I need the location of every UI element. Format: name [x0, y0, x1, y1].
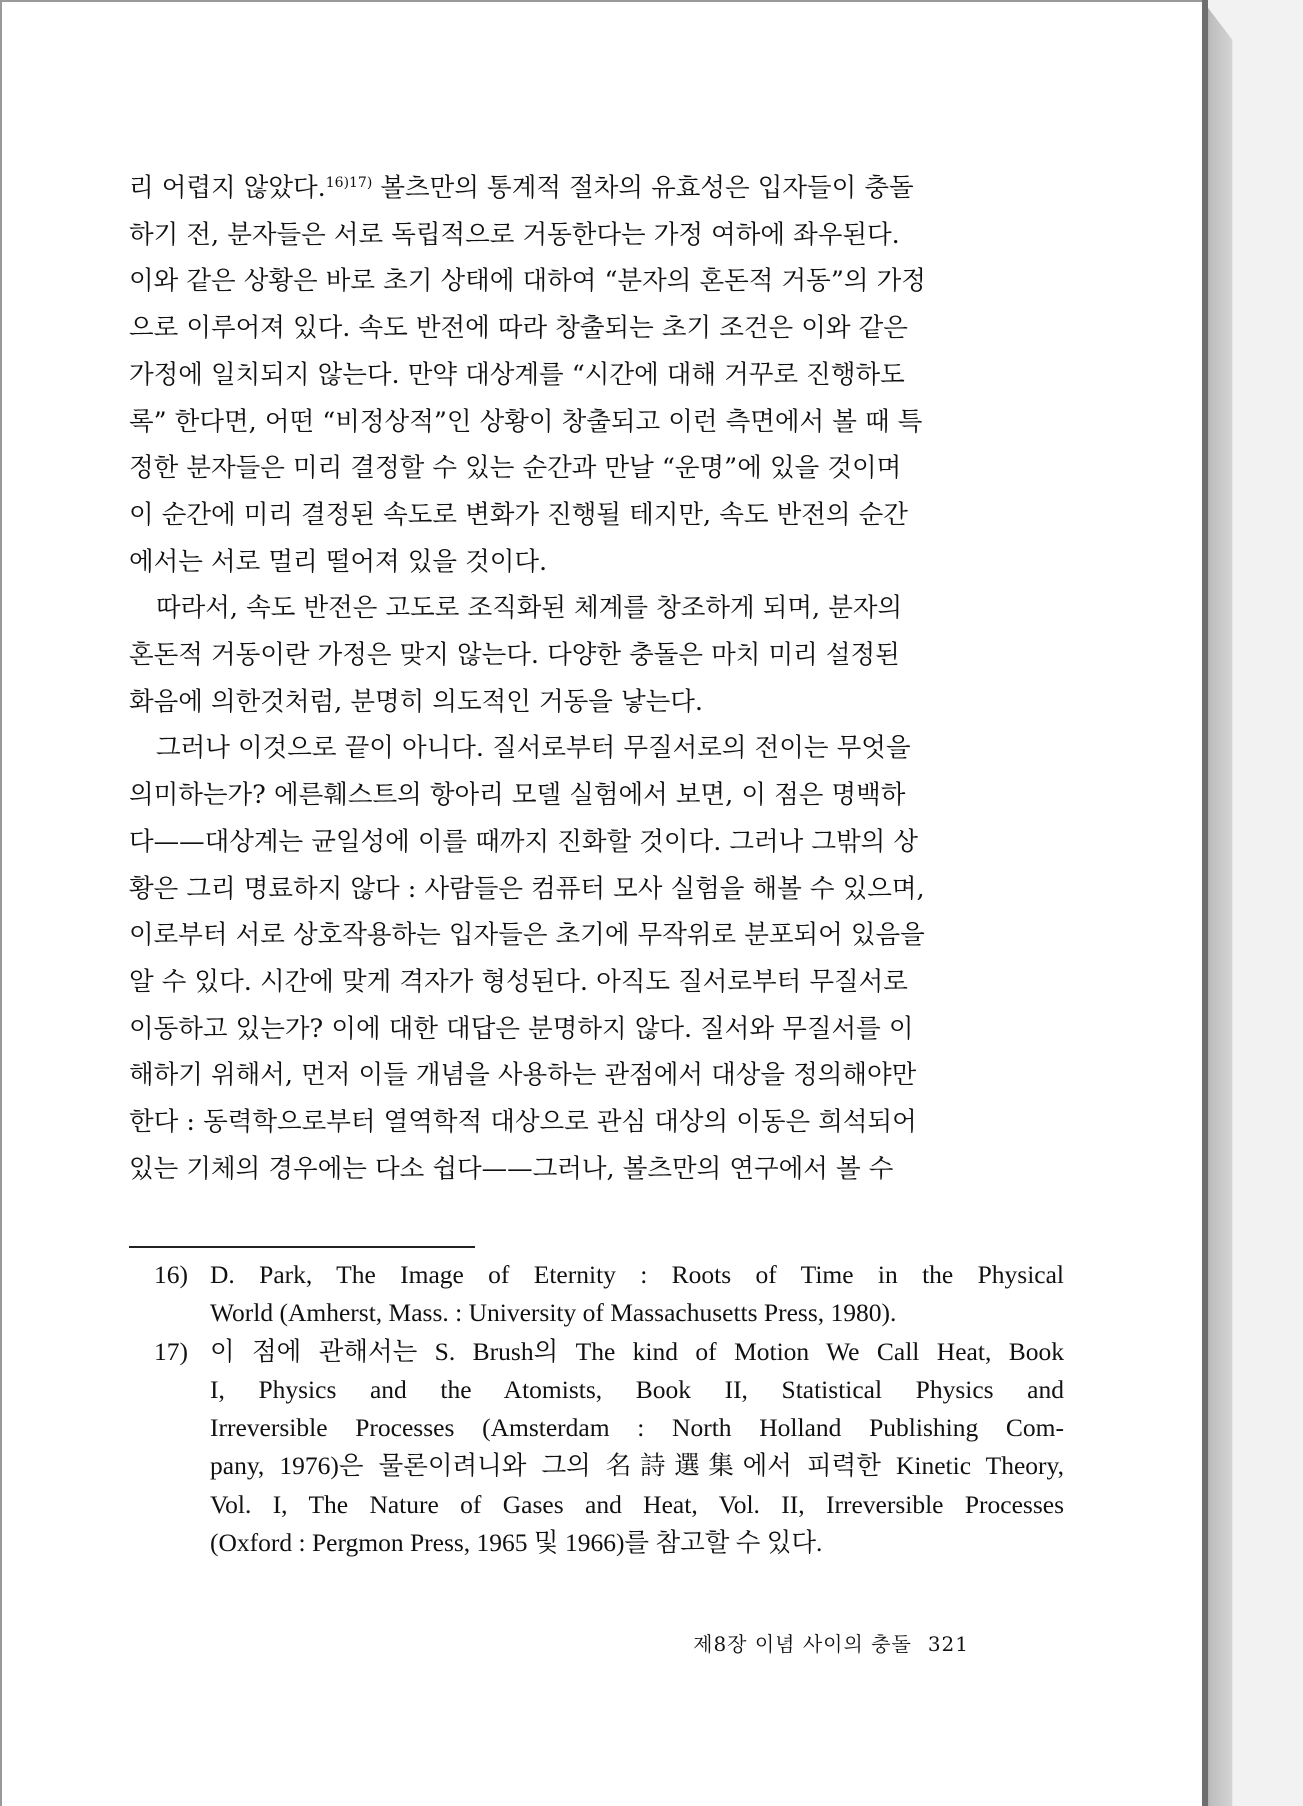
text-line: 에서는 서로 멀리 떨어져 있을 것이다.: [129, 546, 548, 577]
text-line: 혼돈적 거동이란 가정은 맞지 않는다. 다양한 충돌은 마치 미리 설정된: [129, 640, 900, 671]
text-line: 이 순간에 미리 결정된 속도로 변화가 진행될 테지만, 속도 반전의 순간: [129, 499, 908, 530]
footnote-divider: [129, 1246, 475, 1248]
footnote-line: pany, 1976)은 물론이려니와 그의 名詩選集에서 피력한 Kinetic Theory,: [210, 1451, 1064, 1481]
page-number: 321: [927, 1632, 969, 1656]
footnotes: [154, 1256, 1064, 1562]
chapter-title: 제8장 이념 사이의 충돌: [693, 1632, 912, 1656]
page-edge-line: [1202, 0, 1208, 1806]
text-line: 화음에 의한것처럼, 분명히 의도적인 거동을 낳는다.: [129, 686, 704, 717]
text-line: 리 어렵지 않았다.$^{16)17)}$ 볼츠만의 통계적 절차의 유효성은 입자들이 충돌: [129, 173, 914, 203]
footnote-reference[interactable]: 16)17): [325, 175, 373, 191]
text-line: 있는 기체의 경우에는 다소 쉽다——그러나, 볼츠만의 연구에서 볼 수: [129, 1153, 894, 1184]
text-line: 이와 같은 상황은 바로 초기 상태에 대하여 “분자의 혼돈적 거동”의 가정: [129, 266, 926, 297]
text-line: 이로부터 서로 상호작용하는 입자들은 초기에 무작위로 분포되어 있음을: [129, 920, 925, 951]
text-line: 이동하고 있는가? 이에 대한 대답은 분명하지 않다. 질서와 무질서를 이: [129, 1013, 914, 1044]
footnote-line: D. Park, The Image of Eternity : Roots of Time in the Physical: [210, 1260, 1064, 1289]
footnote-17: [154, 1333, 1064, 1563]
footnote-number: 17): [154, 1336, 188, 1366]
footnote-line: Vol. I, The Nature of Gases and Heat, Vol. II, Irreversible Processes: [210, 1489, 1064, 1519]
running-footer: [693, 1628, 969, 1657]
footnote-line: I, Physics and the Atomists, Book II, Statistical Physics and: [210, 1374, 1064, 1404]
paragraph-2: [129, 585, 1061, 725]
text-line: 따라서, 속도 반전은 고도로 조직화된 체계를 창조하게 되며, 분자의: [156, 593, 903, 624]
text-line: 한다 : 동력학으로부터 열역학적 대상으로 관심 대상의 이동은 희석되어: [129, 1107, 917, 1138]
paragraph-3: [129, 725, 1061, 1192]
body-text: [129, 160, 1061, 1192]
text-line: 하기 전, 분자들은 서로 독립적으로 거동한다는 가정 여하에 좌우된다.: [129, 219, 900, 250]
text-line: 의미하는가? 에른훼스트의 항아리 모델 실험에서 보면, 이 점은 명백하: [129, 780, 906, 811]
footnote-line: (Oxford : Pergmon Press, 1965 및 1966)를 참고할 수 있다.: [210, 1528, 823, 1558]
text-line: 그러나 이것으로 끝이 아니다. 질서로부터 무질서로의 전이는 무엇을: [156, 733, 911, 764]
text-line: 정한 분자들은 미리 결정할 수 있는 순간과 만날 “운명”에 있을 것이며: [129, 453, 902, 484]
text-line: 황은 그리 명료하지 않다 : 사람들은 컴퓨터 모사 실험을 해볼 수 있으며,: [129, 873, 925, 904]
footnote-16: [154, 1256, 1064, 1333]
footnote-line: World (Amherst, Mass. : University of Massachusetts Press, 1980).: [210, 1298, 897, 1328]
text-line: 해하기 위해서, 먼저 이들 개념을 사용하는 관점에서 대상을 정의해야만: [129, 1060, 917, 1091]
footnote-number: 16): [154, 1260, 188, 1289]
footnote-line: 이 점에 관해서는 S. Brush의 The kind of Motion We Call Heat, Book: [210, 1336, 1064, 1366]
page-edge-shadow: [1202, 0, 1303, 1806]
text-line: 알 수 있다. 시간에 맞게 격자가 형성된다. 아직도 질서로부터 무질서로: [129, 966, 908, 997]
text-line: 다——대상계는 균일성에 이를 때까지 진화할 것이다. 그러나 그밖의 상: [129, 826, 919, 857]
paragraph-1: [129, 160, 1061, 585]
footnote-line: Irreversible Processes (Amsterdam : North Holland Publishing Com-: [210, 1413, 1064, 1443]
text-line: 록” 한다면, 어떤 “비정상적”인 상황이 창출되고 이런 측면에서 볼 때 특: [129, 406, 923, 437]
text-line: 으로 이루어져 있다. 속도 반전에 따라 창출되는 초기 조건은 이와 같은: [129, 313, 908, 344]
text-line: 가정에 일치되지 않는다. 만약 대상계를 “시간에 대해 거꾸로 진행하도: [129, 359, 905, 390]
